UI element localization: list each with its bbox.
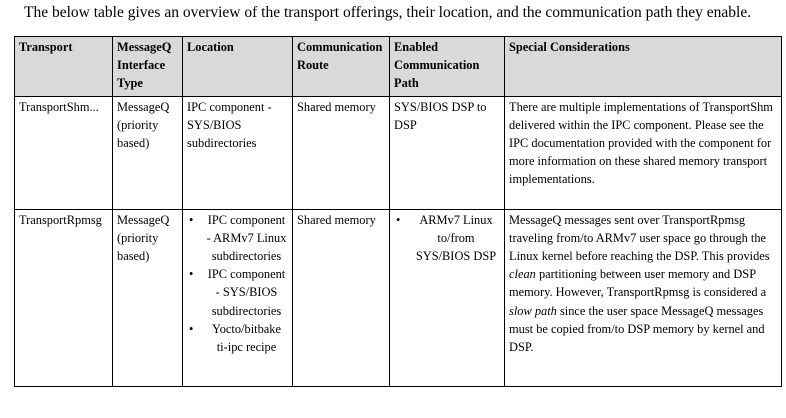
header-enabled-path: Enabled Communication Path [390, 37, 505, 97]
table-row-transportrpmsg [15, 209, 782, 386]
list-item: • Yocto/bitbake ti-ipc recipe [205, 320, 288, 356]
header-transport: Transport [15, 37, 113, 97]
cell-interface-type: MessageQ (priority based) [113, 96, 183, 209]
header-location: Location [183, 37, 293, 97]
header-special-considerations: Special Considerations [505, 37, 782, 97]
cell-special: There are multiple implementations of TransportShm delivered within the IPC component. Please see the IPC documentation provided with the component for more information on these shared memory transport implementations. [505, 96, 782, 209]
list-item: • IPC component - ARMv7 Linux subdirectories [205, 211, 288, 266]
header-communication-route: Communication Route [293, 37, 390, 97]
special-text-part: MessageQ messages sent over TransportRpmsg traveling from/to ARMv7 user space go through the Linux kernel before reaching the DSP. This provides [509, 212, 770, 264]
special-text-part: since the user space MessageQ messages must be copied from/to DSP memory by kernel and DSP. [509, 303, 765, 355]
list-item: • ARMv7 Linux to/from SYS/BIOS DSP [412, 211, 500, 266]
cell-transport: TransportRpmsg [15, 209, 113, 386]
emphasis-clean: clean [509, 267, 536, 282]
location-list [187, 211, 288, 357]
header-interface-type: MessageQ Interface Type [113, 37, 183, 97]
path-list [394, 211, 500, 266]
list-item: • IPC component - SYS/BIOS subdirectories [205, 265, 288, 320]
transport-table [14, 36, 782, 387]
special-text-part: partitioning between user memory and DSP memory. However, TransportRpmsg is considered a [509, 267, 767, 300]
intro-text: The below table gives an overview of the transport offerings, their location, and the communication path they enable. [24, 4, 752, 21]
cell-route: Shared memory [293, 96, 390, 209]
cell-interface-type: MessageQ (priority based) [113, 209, 183, 386]
emphasis-slow-path: slow path [509, 303, 557, 318]
cell-special [505, 209, 782, 386]
cell-location [183, 209, 293, 386]
table-row-transportshm [15, 96, 782, 209]
cell-route: Shared memory [293, 209, 390, 386]
cell-location: IPC component - SYS/BIOS subdirectories [183, 96, 293, 209]
cell-transport: TransportShm... [15, 96, 113, 209]
table-header-row [15, 37, 782, 97]
cell-path [390, 209, 505, 386]
cell-path: SYS/BIOS DSP to DSP [390, 96, 505, 209]
